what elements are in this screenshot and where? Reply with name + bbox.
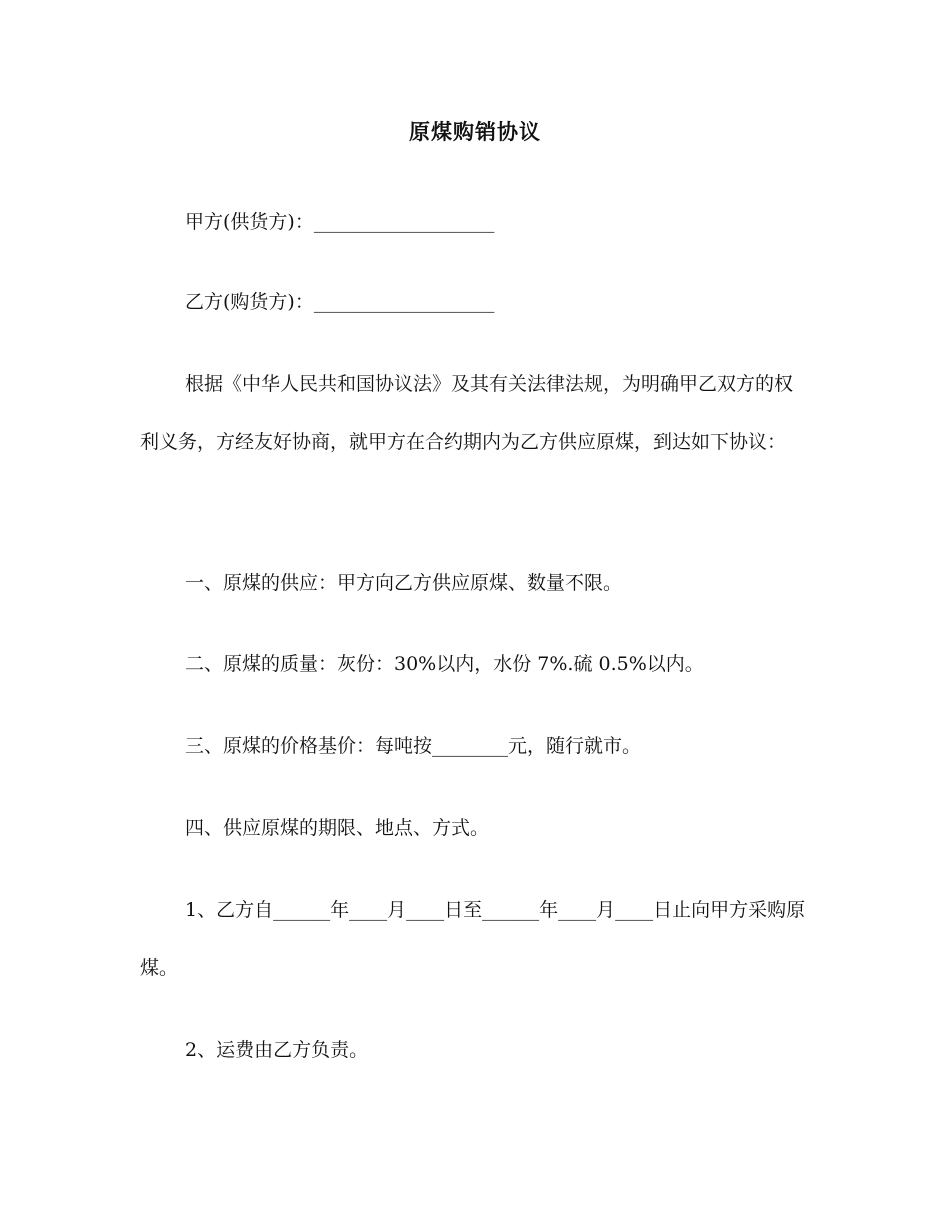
- clause-term-location-method: 四、供应原煤的期限、地点、方式。: [185, 817, 490, 839]
- clause-quality: 二、原煤的质量：灰份：30%以内，水份 7%.硫 0.5%以内。: [185, 653, 704, 675]
- item-freight: 2、运费由乙方负责。: [185, 1039, 369, 1061]
- preamble-paragraph: 根据《中华人民共和国协议法》及其有关法律法规，为明确甲乙双方的权利义务，方经友好协商，就甲方在合约期内为乙方供应原煤，到达如下协议：: [140, 373, 794, 453]
- party-a-line: 甲方(供货方)：___________________: [185, 211, 495, 233]
- document-title: 原煤购销协议: [409, 119, 541, 144]
- party-b-line: 乙方(购货方)：___________________: [185, 291, 495, 313]
- item-purchase-period: 1、乙方自______年____月____日至______年____月____日止向甲方采购原煤。: [140, 899, 806, 979]
- clause-supply: 一、原煤的供应：甲方向乙方供应原煤、数量不限。: [185, 572, 623, 594]
- clause-price: 三、原煤的价格基价：每吨按________元，随行就市。: [185, 735, 642, 757]
